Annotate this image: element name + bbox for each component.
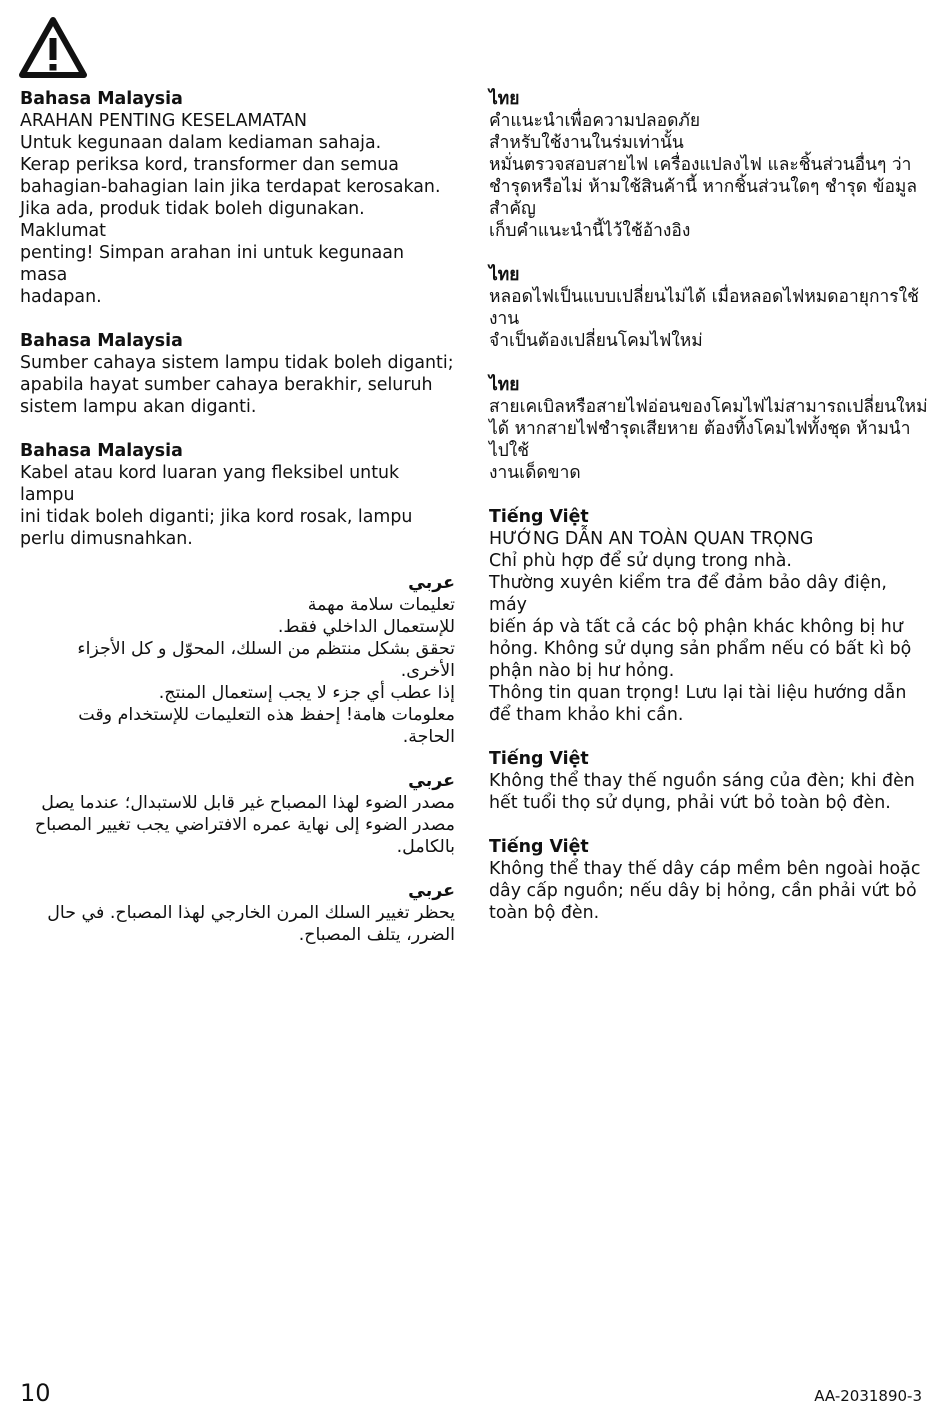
language-section [20,880,455,946]
document-code: AA-2031890-3 [814,1387,922,1405]
section-text-line: تعليمات سلامة مهمة [307,595,455,615]
language-section [489,748,929,814]
section-title: عربي [408,881,455,901]
section-text-line: بالكامل. [396,837,455,857]
section-title: Tiếng Việt [489,837,589,857]
section-text-line: ini tidak boleh diganti; jika kord rosak, lampu [20,507,413,527]
section-text-line: hỏng. Không sử dụng sản phẩm nếu có bất kì bộ [489,639,912,659]
section-title: Bahasa Malaysia [20,441,183,461]
section-text-line: ได้ หากสายไฟชำรุดเสียหาย ต้องทิ้งโคมไฟทั้งชุด ห้ามนำไปใช้ [489,419,911,461]
section-text-line: Thông tin quan trọng! Lưu lại tài liệu hướng dẫn [489,683,907,703]
section-text-line: perlu dimusnahkan. [20,529,193,549]
section-text-line: يحظر تغيير السلك المرن الخارجي لهذا المصباح. في حال [47,903,455,923]
section-text-line: hadapan. [20,287,102,307]
section-text-line: dây cấp nguồn; nếu dây bị hỏng, cần phải vứt bỏ [489,881,917,901]
section-text-line: الحاجة. [402,727,455,747]
section-title: عربي [408,771,455,791]
section-text-line: Không thể thay thế dây cáp mềm bên ngoài hoặc [489,859,921,879]
section-text-line: Jika ada, produk tidak boleh digunakan. Maklumat [20,199,371,241]
section-text-line: để tham khảo khi cần. [489,705,684,725]
section-title: ไทย [489,265,520,285]
section-text-line: หลอดไฟเป็นแบบเปลี่ยนไม่ได้ เมื่อหลอดไฟหมดอายุการใช้งาน [489,287,919,329]
right-column [489,88,929,946]
section-text-line: مصدر الضوء لهذا المصباح غير قابل للاستبدال؛ عندما يصل [41,793,455,813]
section-text-line: HƯỚNG DẪN AN TOÀN QUAN TRỌNG [489,529,814,549]
section-text-line: phận nào bị hư hỏng. [489,661,675,681]
language-section [20,572,455,748]
section-text-line: Kabel atau kord luaran yang fleksibel untuk lampu [20,463,405,505]
warning-icon [19,16,87,78]
section-text-line: الضرر، يتلف المصباح. [298,925,455,945]
section-text-line: Sumber cahaya sistem lampu tidak boleh diganti; [20,353,454,373]
section-title: Tiếng Việt [489,749,589,769]
section-text-line: เก็บคำแนะนำนี้ไว้ใช้อ้างอิง [489,221,691,241]
left-column [20,88,455,968]
section-text-line: งานเด็ดขาด [489,463,581,483]
section-text-line: Thường xuyên kiểm tra để đảm bảo dây điện, máy [489,573,893,615]
language-section [489,836,929,924]
language-section [20,440,455,550]
section-title: ไทย [489,89,520,109]
language-section [489,506,929,726]
section-text-line: ชำรุดหรือไม่ ห้ามใช้สินค้านี้ หากชิ้นส่วนใดๆ ชำรุด ข้อมูลสำคัญ [489,177,918,219]
section-title: عربي [408,573,455,593]
section-text-line: สายเคเบิลหรือสายไฟอ่อนของโคมไฟไม่สามารถเปลี่ยนใหม่ [489,397,928,417]
language-section [489,374,929,484]
section-text-line: مصدر الضوء إلى نهاية عمره الافتراضي يجب تغيير المصباح [34,815,455,835]
section-title: Bahasa Malaysia [20,89,183,109]
section-title: Bahasa Malaysia [20,331,183,351]
section-text-line: Chỉ phù hợp để sử dụng trong nhà. [489,551,792,571]
section-text-line: ARAHAN PENTING KESELAMATAN [20,111,308,131]
section-text-line: toàn bộ đèn. [489,903,600,923]
section-title: Tiếng Việt [489,507,589,527]
section-text-line: للإستعمال الداخلي فقط. [277,617,455,637]
section-title: ไทย [489,375,520,395]
section-text-line: apabila hayat sumber cahaya berakhir, seluruh [20,375,433,395]
section-text-line: จำเป็นต้องเปลี่ยนโคมไฟใหม่ [489,331,703,351]
language-section [20,330,455,418]
section-text-line: hết tuổi thọ sử dụng, phải vứt bỏ toàn bộ đèn. [489,793,891,813]
section-text-line: إذا عطب أي جزء لا يجب إستعمال المنتج. [158,683,455,703]
section-text-line: Kerap periksa kord, transformer dan semua [20,155,399,175]
language-section [489,88,929,242]
page-number: 10 [20,1379,51,1407]
section-text-line: สำหรับใช้งานในร่มเท่านั้น [489,133,684,153]
section-text-line: penting! Simpan arahan ini untuk kegunaan masa [20,243,410,285]
section-text-line: تحقق بشكل منتظم من السلك، المحوّل و كل الأجزاء الأخرى. [71,639,455,681]
section-text-line: หมั่นตรวจสอบสายไฟ เครื่องแปลงไฟ และชิ้นส่วนอื่นๆ ว่า [489,155,912,175]
section-text-line: Untuk kegunaan dalam kediaman sahaja. [20,133,382,153]
section-text-line: sistem lampu akan diganti. [20,397,257,417]
section-text-line: Không thể thay thế nguồn sáng của đèn; khi đèn [489,771,915,791]
section-text-line: biến áp và tất cả các bộ phận khác không bị hư [489,617,903,637]
section-text-line: معلومات هامة! إحفظ هذه التعليمات للإستخدام وقت [78,705,455,725]
language-section [20,770,455,858]
language-section [489,264,929,352]
section-text-line: bahagian-bahagian lain jika terdapat kerosakan. [20,177,441,197]
section-text-line: คำแนะนำเพื่อความปลอดภัย [489,111,701,131]
language-section [20,88,455,308]
